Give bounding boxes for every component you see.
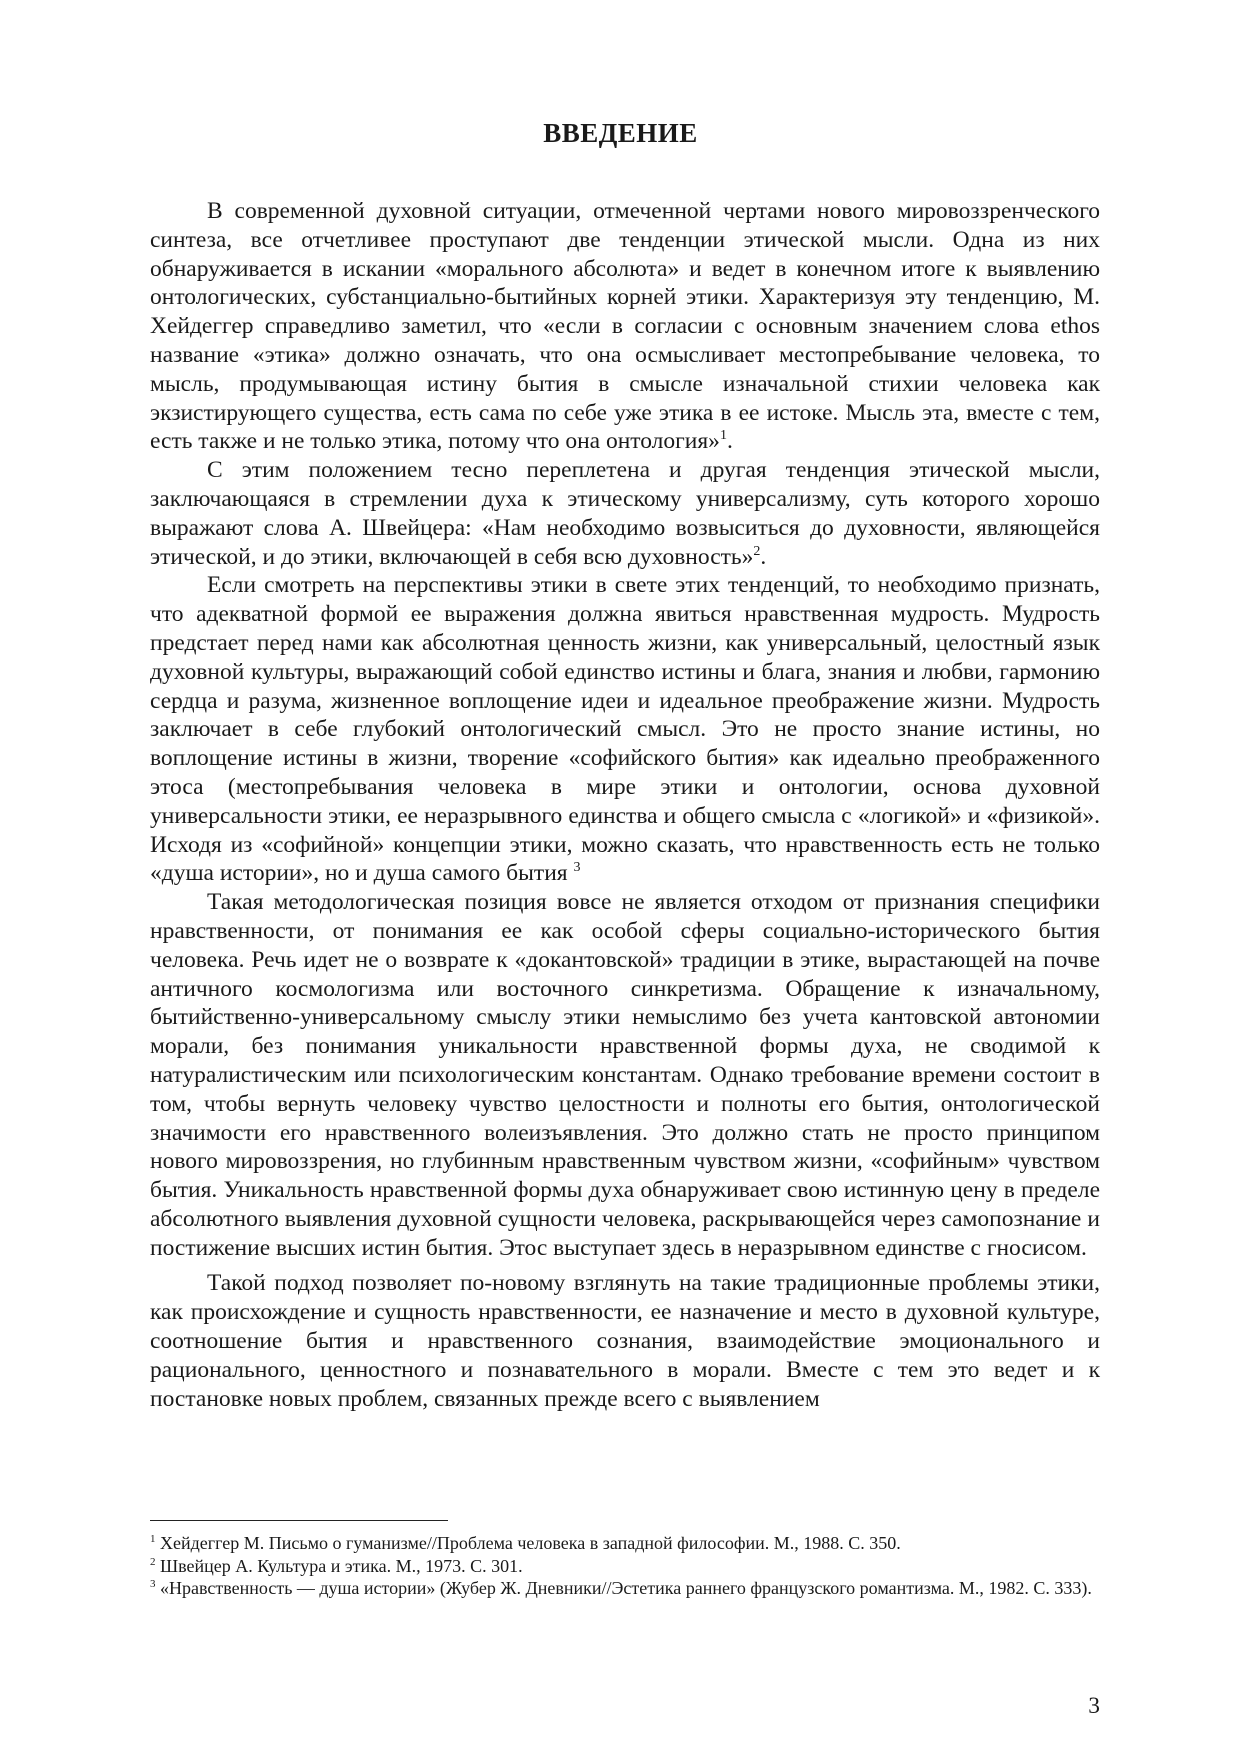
body-text (150, 197, 1100, 1413)
paragraph-1 (150, 197, 1100, 456)
paragraph-text: Такая методологическая позиция вовсе не является отходом от признания специфики нравственности, от понимания ее как особой сферы социально-исторического бытия человека. Речь идет не о возврате к «докантовской» традиции в этике, вырастающей на почве античного космологизма или восточного синкретизма. Обращение к изначальному, бытийственно-универсальному смыслу этики немыслимо без учета кантовской автономии морали, без понимания уникальности нравственной формы духа, не сводимой к натуралистическим или психологическим константам. Однако требование времени состоит в том, чтобы вернуть человеку чувство целостности и полноты его бытия, онтологической значимости его нравственного волеизъявления. Это должно стать не просто принципом нового мировоззрения, но глубинным нравственным чувством жизни, «софийным» чувством бытия. Уникальность нравственной формы духа обнаруживает свою истинную цену в пределе абсолютного выявления духовной сущности человека, раскрывающейся через самопознание и постижение высших истин бытия. Этос выступает здесь в неразрывном единстве с гносисом. (150, 889, 1100, 1261)
footnote-separator (150, 1520, 448, 1521)
footnote-ref-1: 1 (719, 428, 727, 444)
paragraph-text: В современной духовной ситуации, отмеченной чертами нового мировоззренческого синтеза, все отчетливее проступают две тенденции этической мысли. Одна из них обнаруживается в искании «морального абсолюта» и ведет в конечном итоге к выявлению онтологических, субстанциально-бытийных корней этики. Характеризуя эту тенденцию, М. Хейдеггер справедливо заметил, что «если в согласии с основным значением слова ethos название «этика» должно означать, что она осмысливает местопребывание человека, то мысль, продумывающая истину бытия в смысле изначальной стихии человека как экзистирующего существа, есть сама по себе уже этика в ее истоке. Мысль эта, вместе с тем, есть также и не только этика, потому что она онтология» (150, 198, 1100, 455)
footnote-1 (150, 1532, 1100, 1555)
footnote-ref-2: 2 (753, 543, 761, 559)
paragraph-text: Такой подход позволяет по-новому взглянуть на такие традиционные проблемы этики, как происхождение и сущность нравственности, ее назначение и место в духовной культуре, соотношение бытия и нравственного сознания, взаимодействие эмоционального и рационального, ценностного и познавательного в морали. Вместе с тем это ведет и к постановке новых проблем, связанных прежде всего с выявлением (150, 1270, 1100, 1412)
paragraph-end: . (760, 543, 767, 570)
paragraph-5 (150, 1269, 1100, 1413)
footnote-mark: 2 (150, 1555, 156, 1568)
footnote-text: «Нравственность — душа истории» (Жубер Ж. Дневники//Эстетика раннего французского романтизма. М., 1982. С. 333). (155, 1578, 1092, 1598)
footnote-ref-3: 3 (573, 860, 581, 876)
page-title: ВВЕДЕНИЕ (543, 118, 698, 148)
paragraph-end: . (726, 428, 733, 455)
footnotes (150, 1532, 1100, 1600)
paragraph-text: С этим положением тесно переплетена и другая тенденция этической мысли, заключающаяся в стремлении духа к этическому универсализму, суть которого хорошо выражают слова А. Швейцера: «Нам необходимо возвыситься до духовности, являющейся этической, и до этики, включающей в себя всю духовность» (150, 457, 1100, 570)
footnote-text: Швейцер А. Культура и этика. М., 1973. С. 301. (155, 1555, 523, 1576)
paragraph-3 (150, 571, 1100, 888)
paragraph-2 (150, 456, 1100, 571)
paragraph-4 (150, 888, 1100, 1262)
footnote-2 (150, 1555, 1100, 1578)
page-number: 3 (1088, 1693, 1100, 1719)
footnote-3 (150, 1577, 1100, 1600)
paragraph-text: Если смотреть на перспективы этики в свете этих тенденций, то необходимо признать, что адекватной формой ее выражения должна явиться нравственная мудрость. Мудрость предстает перед нами как абсолютная ценность жизни, как универсальный, целостный язык духовной культуры, выражающий собой единство истины и блага, знания и любви, гармонию сердца и разума, жизненное воплощение идеи и идеальное преображение жизни. Мудрость заключает в себе глубокий онтологический смысл. Это не просто знание истины, но воплощение истины в жизни, творение «софийского бытия» как идеально преображенного этоса (местопребывания человека в мире этики и онтологии, основа духовной универсальности этики, ее неразрывного единства и общего смысла с «логикой» и «физикой». Исходя из «софийной» концепции этики, можно сказать, что нравственность есть не только «душа истории», но и душа самого бытия (150, 572, 1100, 887)
footnote-text: Хейдеггер М. Письмо о гуманизме//Проблема человека в западной философии. М., 1988. С. 350. (155, 1533, 901, 1553)
footnote-mark: 3 (150, 1578, 156, 1590)
footnote-mark: 1 (150, 1533, 156, 1545)
